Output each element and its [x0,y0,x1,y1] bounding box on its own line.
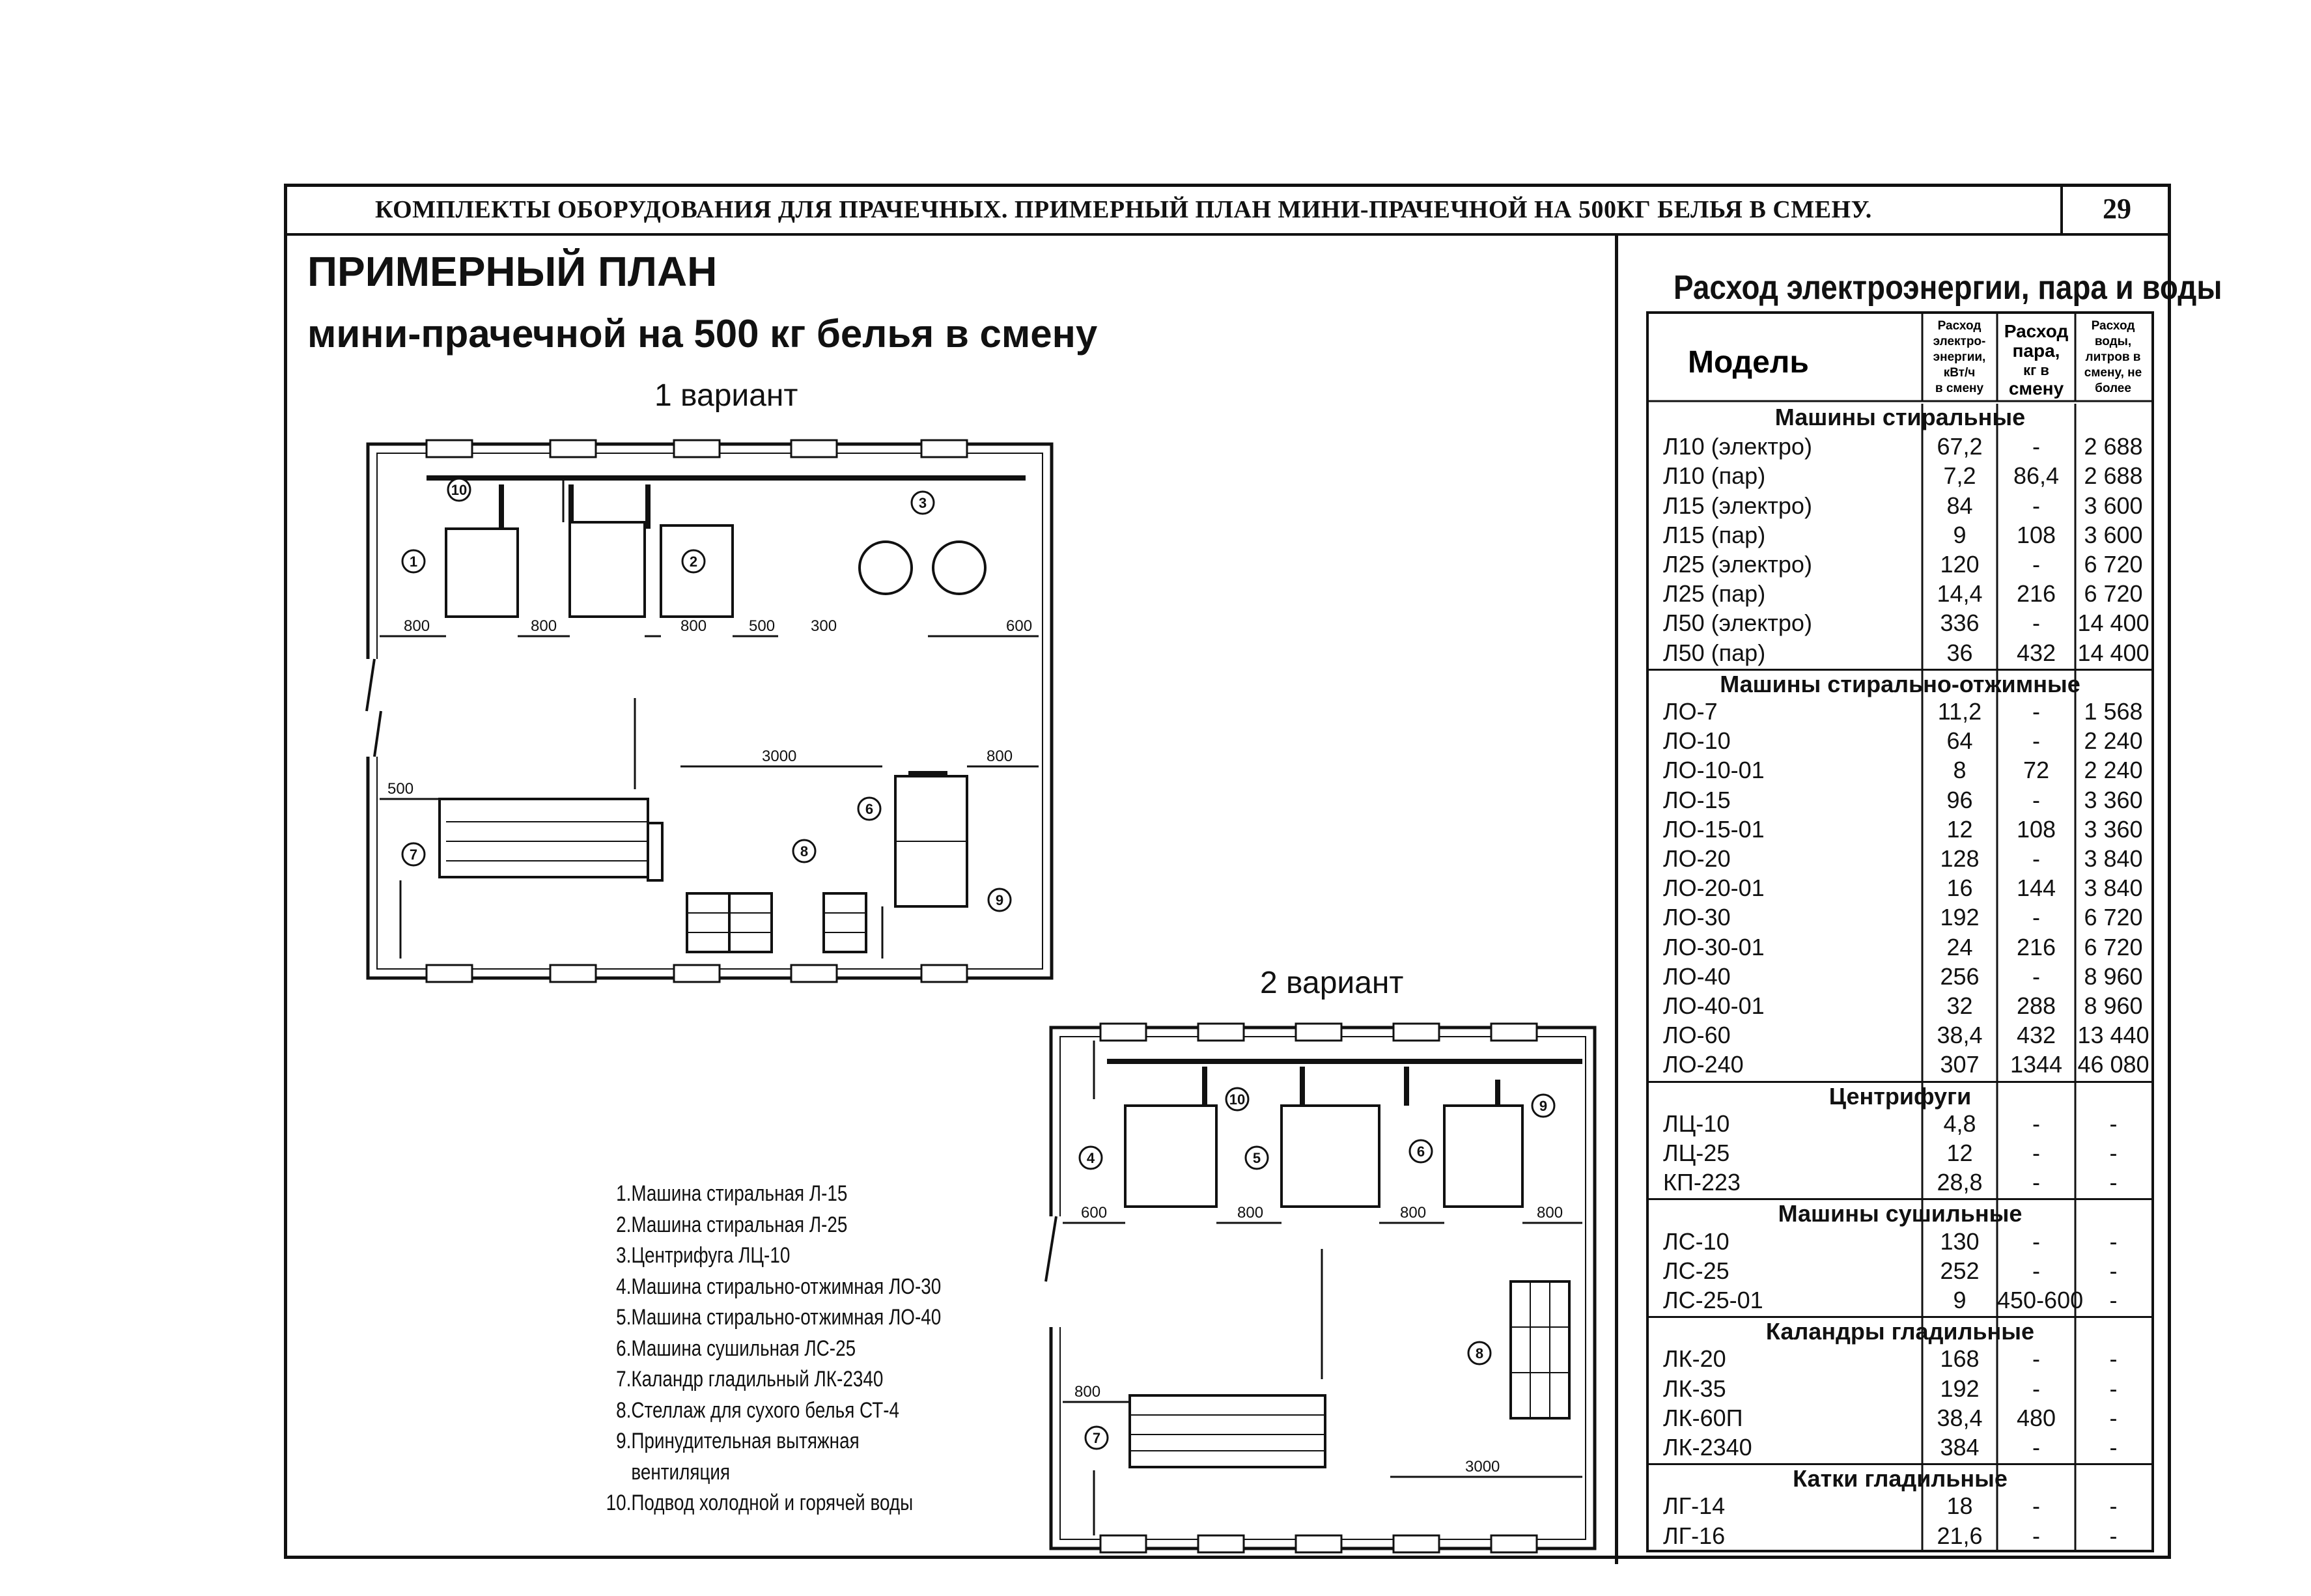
legend-item: 6.Машина сушильная ЛС-25 [616,1336,856,1361]
dim-label: 300 [811,617,837,635]
cell-power: 32 [1946,992,1973,1019]
header-water: более [2095,382,2131,395]
header-water: воды, [2094,335,2132,348]
header-water: литров в [2085,350,2141,364]
cell-water: - [2109,1287,2118,1313]
cell-power: 67,2 [1937,433,1983,460]
cell-water: 2 240 [2084,727,2143,755]
cell-steam: - [2032,1257,2040,1284]
cell-steam: - [2032,1110,2040,1137]
dim-label: 800 [1074,1383,1101,1401]
cell-model: ЛО-20-01 [1663,875,1765,902]
cell-power: 120 [1940,551,1980,578]
marker-1: 1 [409,553,418,570]
table-row [1649,1110,2151,1139]
table-row [1649,551,2151,580]
marker-9: 9 [995,892,1004,908]
legend-item: вентиляция [631,1459,731,1485]
cell-power: 38,4 [1937,1022,1983,1049]
table-row [1649,1228,2151,1257]
cell-steam: - [2032,1434,2040,1461]
cell-steam: - [2032,1345,2040,1373]
page-number: 29 [2060,184,2171,233]
cell-steam: - [2032,698,2040,725]
column-divider [1615,236,1618,1564]
cell-power: 84 [1946,492,1973,519]
table-row [1649,609,2151,638]
legend-item: 3.Центрифуга ЛЦ-10 [616,1243,791,1268]
variant-1-label: 1 вариант [654,378,798,413]
cell-steam: 1344 [2010,1051,2063,1078]
cell-model: ЛО-240 [1663,1051,1744,1078]
cell-power: 12 [1946,815,1973,843]
cell-steam: - [2032,786,2040,813]
table-group-header: Машины сушильные [1649,1198,2151,1227]
table-row [1649,1169,2151,1197]
table-row [1649,1375,2151,1404]
cell-steam: - [2032,1227,2040,1255]
cell-steam: - [2032,1140,2040,1166]
table-row [1649,963,2151,992]
table-row [1649,757,2151,785]
table-row [1649,433,2151,462]
cell-water: 14 400 [2077,609,2150,637]
cell-model: ЛО-15 [1663,786,1731,813]
cell-model: ЛГ-16 [1663,1522,1726,1549]
table-row [1649,1287,2151,1315]
cell-power: 11,2 [1937,698,1982,725]
cell-water: 3 360 [2084,786,2143,813]
table-row [1649,787,2151,815]
legend-item: 9.Принудительная вытяжная [616,1429,860,1453]
table-row [1649,1345,2151,1374]
table-row [1649,1492,2151,1521]
cell-water: 3 600 [2084,492,2143,519]
cell-power: 4,8 [1943,1110,1976,1137]
cell-power: 252 [1940,1257,1980,1284]
cell-water: 8 960 [2084,962,2143,990]
cell-power: 24 [1946,933,1973,960]
cell-water: 3 840 [2084,845,2143,872]
cell-model: ЛЦ-25 [1663,1140,1730,1166]
cell-steam: 432 [2016,639,2056,666]
cell-water: 1 568 [2084,698,2143,725]
table-row [1649,1405,2151,1433]
floor-plan-variant-2 [1042,1021,1602,1556]
cell-model: ЛК-20 [1663,1345,1726,1373]
dim-label: 800 [1537,1204,1563,1222]
cell-steam: - [2032,727,2040,755]
cell-model: ЛС-25 [1663,1257,1730,1284]
table-row [1649,1051,2151,1080]
legend-item: 10.Подвод холодной и горячей воды [606,1491,914,1515]
dim-label: 500 [387,780,414,798]
table-row [1649,580,2151,609]
table-group-header: Каландры гладильные [1649,1316,2151,1345]
cell-water: 6 720 [2084,933,2143,960]
cell-water: - [2109,1404,2118,1431]
cell-water: 3 360 [2084,815,2143,843]
cell-steam: - [2032,433,2040,460]
header-power: электро- [1933,335,1986,348]
cell-power: 96 [1946,786,1973,813]
cell-model: Л15 (электро) [1663,492,1812,519]
cell-water: 3 600 [2084,521,2143,548]
cell-model: ЛО-15-01 [1663,815,1765,843]
cell-power: 9 [1953,521,1967,548]
table-row [1649,1022,2151,1050]
table-row [1649,992,2151,1021]
cell-power: 192 [1940,904,1980,931]
table-row [1649,1522,2151,1551]
header-steam: пара, [2012,341,2060,361]
cell-steam: 144 [2016,875,2056,902]
page-header [284,184,2171,236]
cell-water: - [2109,1375,2118,1402]
cell-water: 6 720 [2084,904,2143,931]
plan-subtitle: мини-прачечной на 500 кг белья в смену [307,312,1098,356]
dim-label: 800 [1400,1204,1427,1222]
marker-4: 4 [1086,1150,1095,1166]
cell-power: 18 [1946,1492,1973,1520]
cell-power: 14,4 [1937,580,1983,608]
cell-steam: 72 [2023,757,2050,784]
marker-3: 3 [918,495,927,511]
cell-power: 21,6 [1937,1522,1983,1549]
cell-power: 28,8 [1937,1169,1983,1196]
marker-9: 9 [1539,1098,1548,1114]
marker-8: 8 [1475,1345,1484,1362]
dim-label: 500 [749,617,776,635]
header-power: энергии, [1933,350,1986,364]
table-row [1649,462,2151,491]
marker-8: 8 [800,843,809,860]
cell-power: 16 [1946,875,1973,902]
cell-steam: 216 [2016,933,2056,960]
cell-water: - [2109,1434,2118,1461]
cell-water: - [2109,1345,2118,1373]
cell-steam: - [2032,962,2040,990]
cell-steam: 216 [2016,580,2056,608]
cell-steam: - [2032,845,2040,872]
cell-power: 7,2 [1943,462,1976,490]
cell-model: ЛО-30 [1663,904,1731,931]
marker-6: 6 [865,801,874,817]
cell-steam: - [2032,904,2040,931]
cell-steam: - [2032,492,2040,519]
marker-2: 2 [689,553,698,570]
cell-steam: - [2032,551,2040,578]
dim-label: 800 [1237,1204,1264,1222]
cell-steam: 108 [2016,521,2056,548]
cell-steam: 86,4 [2013,462,2060,490]
cell-water: - [2109,1522,2118,1549]
legend-item: 1.Машина стиральная Л-15 [616,1181,848,1206]
cell-power: 256 [1940,962,1980,990]
cell-model: ЛО-10 [1663,727,1731,755]
table-row [1649,934,2151,962]
table-row [1649,698,2151,727]
cell-power: 130 [1940,1227,1980,1255]
dim-label: 800 [680,617,707,635]
cell-power: 9 [1953,1287,1967,1313]
cell-water: - [2109,1110,2118,1137]
variant-2-label: 2 вариант [1260,966,1404,1000]
dim-label: 3000 [762,748,797,765]
table-row [1649,639,2151,668]
cell-water: - [2109,1140,2118,1166]
table-row [1649,1257,2151,1286]
header-power: Расход [1937,319,1982,333]
cell-steam: 480 [2016,1404,2056,1431]
cell-water: 2 240 [2084,757,2143,784]
cell-model: ЛГ-14 [1663,1492,1726,1520]
table-group-header: Центрифуги [1649,1081,2151,1110]
legend-item: 5.Машина стирально-отжимная ЛО-40 [616,1305,942,1330]
cell-model: ЛЦ-10 [1663,1110,1730,1137]
table-row [1649,1434,2151,1463]
dim-label: 600 [1006,617,1033,635]
cell-power: 336 [1940,609,1980,637]
header-steam: кг в [2023,362,2049,378]
cell-water: - [2109,1227,2118,1255]
cell-model: ЛО-60 [1663,1022,1731,1049]
cell-water: 14 400 [2077,639,2150,666]
cell-model: ЛО-30-01 [1663,933,1765,960]
header-power: кВт/ч [1943,366,1976,380]
cell-water: 2 688 [2084,462,2143,490]
cell-steam: 288 [2016,992,2056,1019]
plan-title: ПРИМЕРНЫЙ ПЛАН [307,248,718,295]
cell-model: ЛС-10 [1663,1227,1730,1255]
cell-model: Л25 (электро) [1663,551,1812,578]
cell-model: ЛО-40-01 [1663,992,1765,1019]
cell-steam: 432 [2016,1022,2056,1049]
table-group-header: Машины стирально-отжимные [1649,669,2151,698]
marker-6: 6 [1416,1143,1425,1160]
cell-power: 38,4 [1937,1404,1983,1431]
cell-steam: 108 [2016,815,2056,843]
cell-model: ЛО-7 [1663,698,1718,725]
dim-label: 600 [1081,1204,1108,1222]
header-steam: Расход [2004,321,2069,341]
cell-model: ЛО-10-01 [1663,757,1765,784]
floor-plan-variant-1 [361,438,1065,985]
cell-steam: - [2032,1522,2040,1549]
header-model: Модель [1688,345,1809,380]
cell-model: Л50 (пар) [1663,639,1766,666]
header-steam: смену [2008,378,2064,399]
legend-item: 2.Машина стиральная Л-25 [616,1212,848,1237]
cell-steam: - [2032,609,2040,637]
cell-water: 2 688 [2084,433,2143,460]
table-row [1649,904,2151,932]
cell-model: Л10 (электро) [1663,433,1812,460]
table-group-header: Катки гладильные [1649,1463,2151,1492]
dim-label: 3000 [1465,1458,1500,1476]
table-row [1649,816,2151,845]
legend-item: 7.Каландр гладильный ЛК-2340 [616,1367,884,1392]
legend-item: 4.Машина стирально-отжимная ЛО-30 [616,1274,942,1299]
cell-model: ЛО-20 [1663,845,1731,872]
cell-water: 46 080 [2077,1051,2150,1078]
cell-power: 168 [1940,1345,1980,1373]
cell-model: Л50 (электро) [1663,609,1812,637]
header-water: Расход [2091,319,2135,333]
table-title: Расход электроэнергии, пара и воды [1674,269,2222,307]
cell-model: ЛК-60П [1663,1404,1743,1431]
cell-steam: - [2032,1492,2040,1520]
cell-steam: - [2032,1169,2040,1196]
marker-10: 10 [1229,1091,1246,1108]
table-row [1649,875,2151,903]
table-row [1649,522,2151,550]
cell-power: 12 [1946,1140,1973,1166]
cell-power: 8 [1953,757,1967,784]
marker-7: 7 [1092,1430,1101,1446]
cell-water: 6 720 [2084,551,2143,578]
cell-water: 13 440 [2077,1022,2150,1049]
table-group-header: Машины стиральные [1774,404,2026,430]
cell-power: 64 [1946,727,1973,755]
cell-steam: 450-600 [1997,1287,2084,1313]
cell-water: - [2109,1169,2118,1196]
cell-power: 307 [1940,1051,1980,1078]
marker-10: 10 [451,482,468,498]
marker-5: 5 [1252,1150,1261,1166]
cell-water: - [2109,1257,2118,1284]
cell-power: 192 [1940,1375,1980,1402]
dim-label: 800 [531,617,557,635]
cell-model: Л15 (пар) [1663,521,1766,548]
cell-water: 3 840 [2084,875,2143,902]
cell-water: 6 720 [2084,580,2143,608]
cell-model: Л25 (пар) [1663,580,1766,608]
cell-steam: - [2032,1375,2040,1402]
table-row [1649,727,2151,756]
equipment-legend [606,1179,941,1519]
cell-model: Л10 (пар) [1663,462,1766,490]
cell-model: КП-223 [1663,1169,1741,1196]
cell-power: 384 [1940,1434,1980,1461]
table-row [1649,492,2151,521]
marker-7: 7 [409,847,418,863]
header-title: КОМПЛЕКТЫ ОБОРУДОВАНИЯ ДЛЯ ПРАЧЕЧНЫХ. ПРИМЕРНЫЙ ПЛАН МИНИ-ПРАЧЕЧНОЙ НА 500КГ БЕЛЬЯ В СМЕНУ. [375,196,1872,223]
consumption-table [1646,311,2154,1552]
cell-water: 8 960 [2084,992,2143,1019]
header-power: в смену [1935,382,1984,395]
cell-power: 36 [1946,639,1973,666]
cell-model: ЛК-2340 [1663,1434,1752,1461]
legend-item: 8.Стеллаж для сухого белья СТ-4 [616,1397,900,1423]
table-row [1649,845,2151,874]
table-row [1649,1140,2151,1168]
cell-water: - [2109,1492,2118,1520]
cell-power: 128 [1940,845,1980,872]
cell-model: ЛО-40 [1663,962,1731,990]
cell-model: ЛК-35 [1663,1375,1726,1402]
dim-label: 800 [404,617,430,635]
cell-model: ЛС-25-01 [1663,1287,1763,1313]
header-water: смену, не [2084,366,2142,380]
dim-label: 800 [987,748,1013,765]
table-header [1649,314,2151,405]
